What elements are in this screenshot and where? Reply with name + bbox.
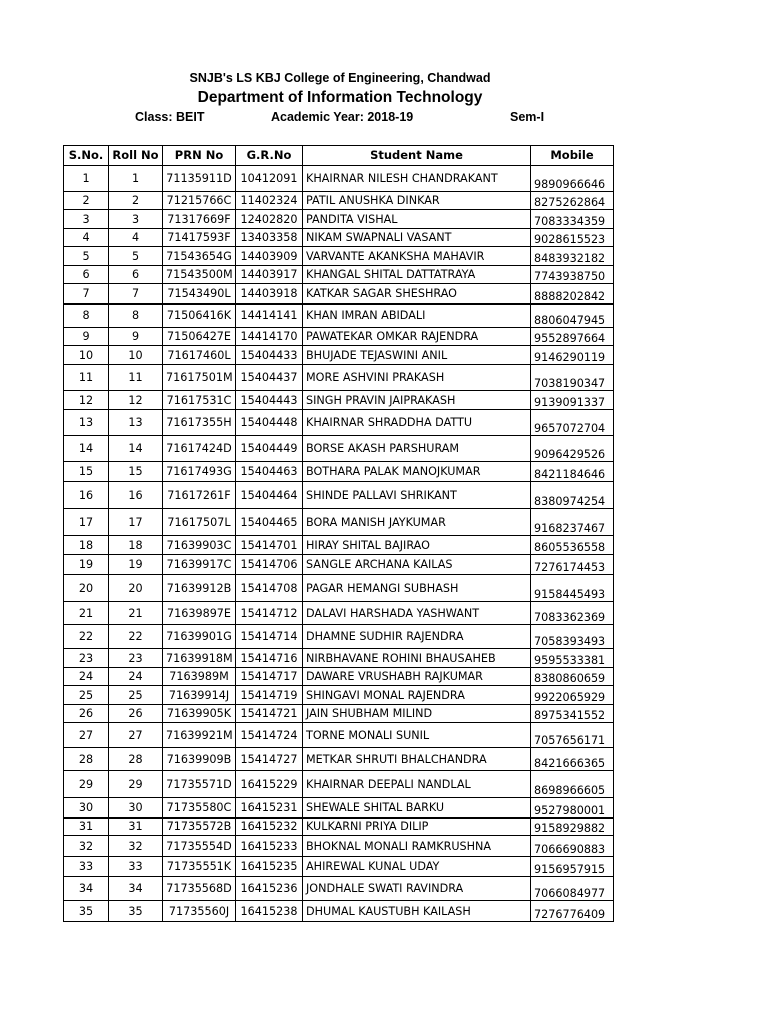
column-header-gr-no: G.R.No xyxy=(236,146,303,166)
cell-student-name: JONDHALE SWATI RAVINDRA xyxy=(303,877,531,901)
table-row xyxy=(64,798,614,818)
table-row xyxy=(64,436,614,462)
cell-prn-no: 71135911D xyxy=(163,166,236,192)
cell-mobile: 9096429526 xyxy=(531,436,614,462)
cell-mobile: 7057656171 xyxy=(531,723,614,748)
cell-student-name: VARVANTE AKANKSHA MAHAVIR xyxy=(303,247,531,266)
cell-mobile: 7083362369 xyxy=(531,602,614,625)
cell-roll-no: 22 xyxy=(109,625,163,649)
cell-roll-no: 24 xyxy=(109,668,163,686)
cell-sno: 10 xyxy=(64,346,109,365)
cell-student-name: KHAIRNAR DEEPALI NANDLAL xyxy=(303,771,531,798)
cell-student-name: BORSE AKASH PARSHURAM xyxy=(303,436,531,462)
cell-mobile: 8421184646 xyxy=(531,462,614,482)
cell-student-name: DAWARE VRUSHABH RAJKUMAR xyxy=(303,668,531,686)
table-row xyxy=(64,462,614,482)
cell-prn-no: 71639903C xyxy=(163,536,236,555)
table-row xyxy=(64,649,614,668)
cell-sno: 4 xyxy=(64,229,109,247)
cell-roll-no: 8 xyxy=(109,304,163,328)
cell-mobile: 9657072704 xyxy=(531,410,614,436)
department-title: Department of Information Technology xyxy=(197,89,483,106)
cell-roll-no: 10 xyxy=(109,346,163,365)
cell-mobile: 8421666365 xyxy=(531,748,614,771)
cell-student-name: SANGLE ARCHANA KAILAS xyxy=(303,555,531,575)
cell-sno: 22 xyxy=(64,625,109,649)
cell-student-name: NIRBHAVANE ROHINI BHAUSAHEB xyxy=(303,649,531,668)
cell-student-name: HIRAY SHITAL BAJIRAO xyxy=(303,536,531,555)
semester-label: Sem-I xyxy=(510,110,545,124)
cell-sno: 28 xyxy=(64,748,109,771)
student-list-table xyxy=(63,145,614,922)
cell-sno: 29 xyxy=(64,771,109,798)
cell-sno: 35 xyxy=(64,901,109,922)
cell-sno: 6 xyxy=(64,266,109,284)
table-row xyxy=(64,771,614,798)
table-row xyxy=(64,482,614,509)
cell-sno: 11 xyxy=(64,365,109,391)
cell-gr-no: 15404465 xyxy=(236,509,303,536)
table-row xyxy=(64,836,614,857)
cell-gr-no: 15414721 xyxy=(236,705,303,723)
cell-student-name: MORE ASHVINI PRAKASH xyxy=(303,365,531,391)
column-header-prn-no: PRN No xyxy=(163,146,236,166)
cell-mobile: 8806047945 xyxy=(531,304,614,328)
cell-prn-no: 71543500M xyxy=(163,266,236,284)
table-row xyxy=(64,284,614,304)
cell-gr-no: 15404464 xyxy=(236,482,303,509)
cell-student-name: METKAR SHRUTI BHALCHANDRA xyxy=(303,748,531,771)
cell-sno: 9 xyxy=(64,328,109,346)
cell-mobile: 9158929882 xyxy=(531,818,614,836)
cell-roll-no: 3 xyxy=(109,210,163,229)
cell-mobile: 9139091337 xyxy=(531,391,614,410)
table-row xyxy=(64,723,614,748)
cell-student-name: SHINGAVI MONAL RAJENDRA xyxy=(303,686,531,705)
cell-sno: 32 xyxy=(64,836,109,857)
cell-prn-no: 71639912B xyxy=(163,575,236,602)
cell-gr-no: 15414714 xyxy=(236,625,303,649)
cell-mobile: 8483932182 xyxy=(531,247,614,266)
cell-roll-no: 7 xyxy=(109,284,163,304)
cell-gr-no: 16415229 xyxy=(236,771,303,798)
cell-student-name: BORA MANISH JAYKUMAR xyxy=(303,509,531,536)
cell-gr-no: 15414716 xyxy=(236,649,303,668)
cell-gr-no: 14403917 xyxy=(236,266,303,284)
column-header-sno: S.No. xyxy=(64,146,109,166)
cell-student-name: SHEWALE SHITAL BARKU xyxy=(303,798,531,818)
cell-gr-no: 14414141 xyxy=(236,304,303,328)
cell-mobile: 7743938750 xyxy=(531,266,614,284)
cell-mobile: 9156957915 xyxy=(531,857,614,877)
cell-student-name: JAIN SHUBHAM MILIND xyxy=(303,705,531,723)
table-row xyxy=(64,901,614,922)
cell-gr-no: 11402324 xyxy=(236,192,303,210)
cell-mobile: 8380860659 xyxy=(531,668,614,686)
cell-sno: 17 xyxy=(64,509,109,536)
column-header-roll-no: Roll No xyxy=(109,146,163,166)
cell-student-name: PAGAR HEMANGI SUBHASH xyxy=(303,575,531,602)
cell-sno: 34 xyxy=(64,877,109,901)
table-row xyxy=(64,555,614,575)
cell-gr-no: 14403918 xyxy=(236,284,303,304)
cell-prn-no: 71735554D xyxy=(163,836,236,857)
cell-student-name: SHINDE PALLAVI SHRIKANT xyxy=(303,482,531,509)
cell-prn-no: 71317669F xyxy=(163,210,236,229)
cell-mobile: 7058393493 xyxy=(531,625,614,649)
cell-gr-no: 16415236 xyxy=(236,877,303,901)
cell-roll-no: 35 xyxy=(109,901,163,922)
cell-gr-no: 16415233 xyxy=(236,836,303,857)
cell-student-name: BOTHARA PALAK MANOJKUMAR xyxy=(303,462,531,482)
cell-sno: 23 xyxy=(64,649,109,668)
cell-gr-no: 15414727 xyxy=(236,748,303,771)
column-header-mobile: Mobile xyxy=(531,146,614,166)
cell-mobile: 9890966646 xyxy=(531,166,614,192)
cell-sno: 21 xyxy=(64,602,109,625)
cell-student-name: DALAVI HARSHADA YASHWANT xyxy=(303,602,531,625)
cell-gr-no: 15414712 xyxy=(236,602,303,625)
cell-mobile: 8380974254 xyxy=(531,482,614,509)
table-row xyxy=(64,686,614,705)
cell-roll-no: 34 xyxy=(109,877,163,901)
cell-sno: 26 xyxy=(64,705,109,723)
cell-prn-no: 71506416K xyxy=(163,304,236,328)
cell-roll-no: 33 xyxy=(109,857,163,877)
cell-gr-no: 15404463 xyxy=(236,462,303,482)
table-row xyxy=(64,266,614,284)
cell-gr-no: 15404443 xyxy=(236,391,303,410)
cell-mobile: 7083334359 xyxy=(531,210,614,229)
cell-prn-no: 71639905K xyxy=(163,705,236,723)
cell-roll-no: 17 xyxy=(109,509,163,536)
table-row xyxy=(64,602,614,625)
table-row xyxy=(64,857,614,877)
cell-sno: 14 xyxy=(64,436,109,462)
cell-roll-no: 12 xyxy=(109,391,163,410)
cell-sno: 13 xyxy=(64,410,109,436)
cell-roll-no: 15 xyxy=(109,462,163,482)
cell-sno: 7 xyxy=(64,284,109,304)
cell-sno: 16 xyxy=(64,482,109,509)
cell-roll-no: 11 xyxy=(109,365,163,391)
table-row xyxy=(64,346,614,365)
cell-sno: 12 xyxy=(64,391,109,410)
cell-prn-no: 7163989M xyxy=(163,668,236,686)
cell-roll-no: 31 xyxy=(109,818,163,836)
cell-mobile: 8275262864 xyxy=(531,192,614,210)
cell-prn-no: 71417593F xyxy=(163,229,236,247)
cell-student-name: KATKAR SAGAR SHESHRAO xyxy=(303,284,531,304)
cell-prn-no: 71735560J xyxy=(163,901,236,922)
cell-mobile: 8605536558 xyxy=(531,536,614,555)
cell-gr-no: 15414706 xyxy=(236,555,303,575)
table-row xyxy=(64,229,614,247)
cell-roll-no: 30 xyxy=(109,798,163,818)
cell-prn-no: 71735551K xyxy=(163,857,236,877)
cell-student-name: KULKARNI PRIYA DILIP xyxy=(303,818,531,836)
cell-roll-no: 1 xyxy=(109,166,163,192)
cell-mobile: 9146290119 xyxy=(531,346,614,365)
cell-mobile: 8698966605 xyxy=(531,771,614,798)
cell-prn-no: 71543654G xyxy=(163,247,236,266)
cell-prn-no: 71735571D xyxy=(163,771,236,798)
cell-sno: 2 xyxy=(64,192,109,210)
cell-roll-no: 20 xyxy=(109,575,163,602)
cell-gr-no: 15414717 xyxy=(236,668,303,686)
cell-mobile: 8888202842 xyxy=(531,284,614,304)
cell-student-name: KHAIRNAR NILESH CHANDRAKANT xyxy=(303,166,531,192)
cell-prn-no: 71617355H xyxy=(163,410,236,436)
cell-roll-no: 9 xyxy=(109,328,163,346)
cell-roll-no: 29 xyxy=(109,771,163,798)
cell-gr-no: 15414708 xyxy=(236,575,303,602)
cell-mobile: 7276174453 xyxy=(531,555,614,575)
table-row xyxy=(64,625,614,649)
cell-prn-no: 71735580C xyxy=(163,798,236,818)
cell-sno: 33 xyxy=(64,857,109,877)
table-row xyxy=(64,668,614,686)
cell-student-name: NIKAM SWAPNALI VASANT xyxy=(303,229,531,247)
cell-prn-no: 71639914J xyxy=(163,686,236,705)
cell-prn-no: 71639921M xyxy=(163,723,236,748)
cell-sno: 5 xyxy=(64,247,109,266)
cell-sno: 24 xyxy=(64,668,109,686)
cell-mobile: 7066690883 xyxy=(531,836,614,857)
cell-prn-no: 71617493G xyxy=(163,462,236,482)
cell-prn-no: 71506427E xyxy=(163,328,236,346)
cell-gr-no: 12402820 xyxy=(236,210,303,229)
cell-roll-no: 21 xyxy=(109,602,163,625)
cell-mobile: 9168237467 xyxy=(531,509,614,536)
cell-prn-no: 71639897E xyxy=(163,602,236,625)
cell-roll-no: 14 xyxy=(109,436,163,462)
cell-prn-no: 71617531C xyxy=(163,391,236,410)
table-row xyxy=(64,304,614,328)
cell-mobile: 8975341552 xyxy=(531,705,614,723)
cell-gr-no: 15404448 xyxy=(236,410,303,436)
cell-mobile: 9922065929 xyxy=(531,686,614,705)
cell-student-name: PANDITA VISHAL xyxy=(303,210,531,229)
cell-prn-no: 71639901G xyxy=(163,625,236,649)
table-row xyxy=(64,166,614,192)
academic-year-label: Academic Year: 2018-19 xyxy=(271,110,414,124)
cell-prn-no: 71617424D xyxy=(163,436,236,462)
cell-sno: 18 xyxy=(64,536,109,555)
table-row xyxy=(64,877,614,901)
cell-roll-no: 4 xyxy=(109,229,163,247)
table-row xyxy=(64,509,614,536)
cell-roll-no: 26 xyxy=(109,705,163,723)
class-label: Class: BEIT xyxy=(135,110,205,124)
cell-sno: 1 xyxy=(64,166,109,192)
cell-gr-no: 16415238 xyxy=(236,901,303,922)
cell-roll-no: 18 xyxy=(109,536,163,555)
cell-student-name: DHAMNE SUDHIR RAJENDRA xyxy=(303,625,531,649)
cell-prn-no: 71639917C xyxy=(163,555,236,575)
cell-sno: 8 xyxy=(64,304,109,328)
cell-roll-no: 27 xyxy=(109,723,163,748)
cell-roll-no: 23 xyxy=(109,649,163,668)
cell-student-name: KHANGAL SHITAL DATTATRAYA xyxy=(303,266,531,284)
cell-prn-no: 71639909B xyxy=(163,748,236,771)
cell-student-name: DHUMAL KAUSTUBH KAILASH xyxy=(303,901,531,922)
cell-student-name: BHUJADE TEJASWINI ANIL xyxy=(303,346,531,365)
table-row xyxy=(64,410,614,436)
cell-sno: 31 xyxy=(64,818,109,836)
cell-prn-no: 71735568D xyxy=(163,877,236,901)
cell-gr-no: 16415235 xyxy=(236,857,303,877)
cell-prn-no: 71215766C xyxy=(163,192,236,210)
cell-student-name: BHOKNAL MONALI RAMKRUSHNA xyxy=(303,836,531,857)
cell-gr-no: 16415231 xyxy=(236,798,303,818)
table-row xyxy=(64,391,614,410)
cell-prn-no: 71617261F xyxy=(163,482,236,509)
cell-gr-no: 15414724 xyxy=(236,723,303,748)
table-row xyxy=(64,536,614,555)
cell-student-name: AHIREWAL KUNAL UDAY xyxy=(303,857,531,877)
cell-prn-no: 71735572B xyxy=(163,818,236,836)
column-header-student-name: Student Name xyxy=(303,146,531,166)
cell-student-name: PATIL ANUSHKA DINKAR xyxy=(303,192,531,210)
cell-gr-no: 15414701 xyxy=(236,536,303,555)
cell-gr-no: 15404449 xyxy=(236,436,303,462)
table-row xyxy=(64,575,614,602)
cell-roll-no: 6 xyxy=(109,266,163,284)
cell-gr-no: 16415232 xyxy=(236,818,303,836)
cell-roll-no: 25 xyxy=(109,686,163,705)
cell-mobile: 9595533381 xyxy=(531,649,614,668)
cell-gr-no: 14403909 xyxy=(236,247,303,266)
table-row xyxy=(64,705,614,723)
cell-roll-no: 19 xyxy=(109,555,163,575)
cell-roll-no: 2 xyxy=(109,192,163,210)
cell-student-name: PAWATEKAR OMKAR RAJENDRA xyxy=(303,328,531,346)
cell-mobile: 7038190347 xyxy=(531,365,614,391)
cell-roll-no: 16 xyxy=(109,482,163,509)
table-row xyxy=(64,818,614,836)
cell-student-name: KHAN IMRAN ABIDALI xyxy=(303,304,531,328)
table-row xyxy=(64,247,614,266)
college-name: SNJB's LS KBJ College of Engineering, Chandwad xyxy=(189,71,491,85)
table-row xyxy=(64,328,614,346)
cell-roll-no: 28 xyxy=(109,748,163,771)
cell-prn-no: 71617460L xyxy=(163,346,236,365)
cell-mobile: 7066084977 xyxy=(531,877,614,901)
cell-gr-no: 15414719 xyxy=(236,686,303,705)
cell-mobile: 9028615523 xyxy=(531,229,614,247)
cell-mobile: 7276776409 xyxy=(531,901,614,922)
table-row xyxy=(64,210,614,229)
cell-student-name: TORNE MONALI SUNIL xyxy=(303,723,531,748)
cell-roll-no: 5 xyxy=(109,247,163,266)
cell-prn-no: 71639918M xyxy=(163,649,236,668)
cell-sno: 25 xyxy=(64,686,109,705)
cell-sno: 27 xyxy=(64,723,109,748)
cell-prn-no: 71543490L xyxy=(163,284,236,304)
cell-gr-no: 15404437 xyxy=(236,365,303,391)
table-header-row xyxy=(64,146,614,166)
table-row xyxy=(64,192,614,210)
cell-roll-no: 32 xyxy=(109,836,163,857)
table-row xyxy=(64,748,614,771)
cell-mobile: 9158445493 xyxy=(531,575,614,602)
cell-gr-no: 13403358 xyxy=(236,229,303,247)
table-row xyxy=(64,365,614,391)
cell-sno: 15 xyxy=(64,462,109,482)
cell-sno: 30 xyxy=(64,798,109,818)
cell-prn-no: 71617501M xyxy=(163,365,236,391)
cell-mobile: 9552897664 xyxy=(531,328,614,346)
cell-prn-no: 71617507L xyxy=(163,509,236,536)
cell-mobile: 9527980001 xyxy=(531,798,614,818)
cell-gr-no: 15404433 xyxy=(236,346,303,365)
cell-roll-no: 13 xyxy=(109,410,163,436)
cell-sno: 19 xyxy=(64,555,109,575)
cell-student-name: SINGH PRAVIN JAIPRAKASH xyxy=(303,391,531,410)
cell-sno: 20 xyxy=(64,575,109,602)
cell-gr-no: 10412091 xyxy=(236,166,303,192)
cell-student-name: KHAIRNAR SHRADDHA DATTU xyxy=(303,410,531,436)
cell-sno: 3 xyxy=(64,210,109,229)
cell-gr-no: 14414170 xyxy=(236,328,303,346)
